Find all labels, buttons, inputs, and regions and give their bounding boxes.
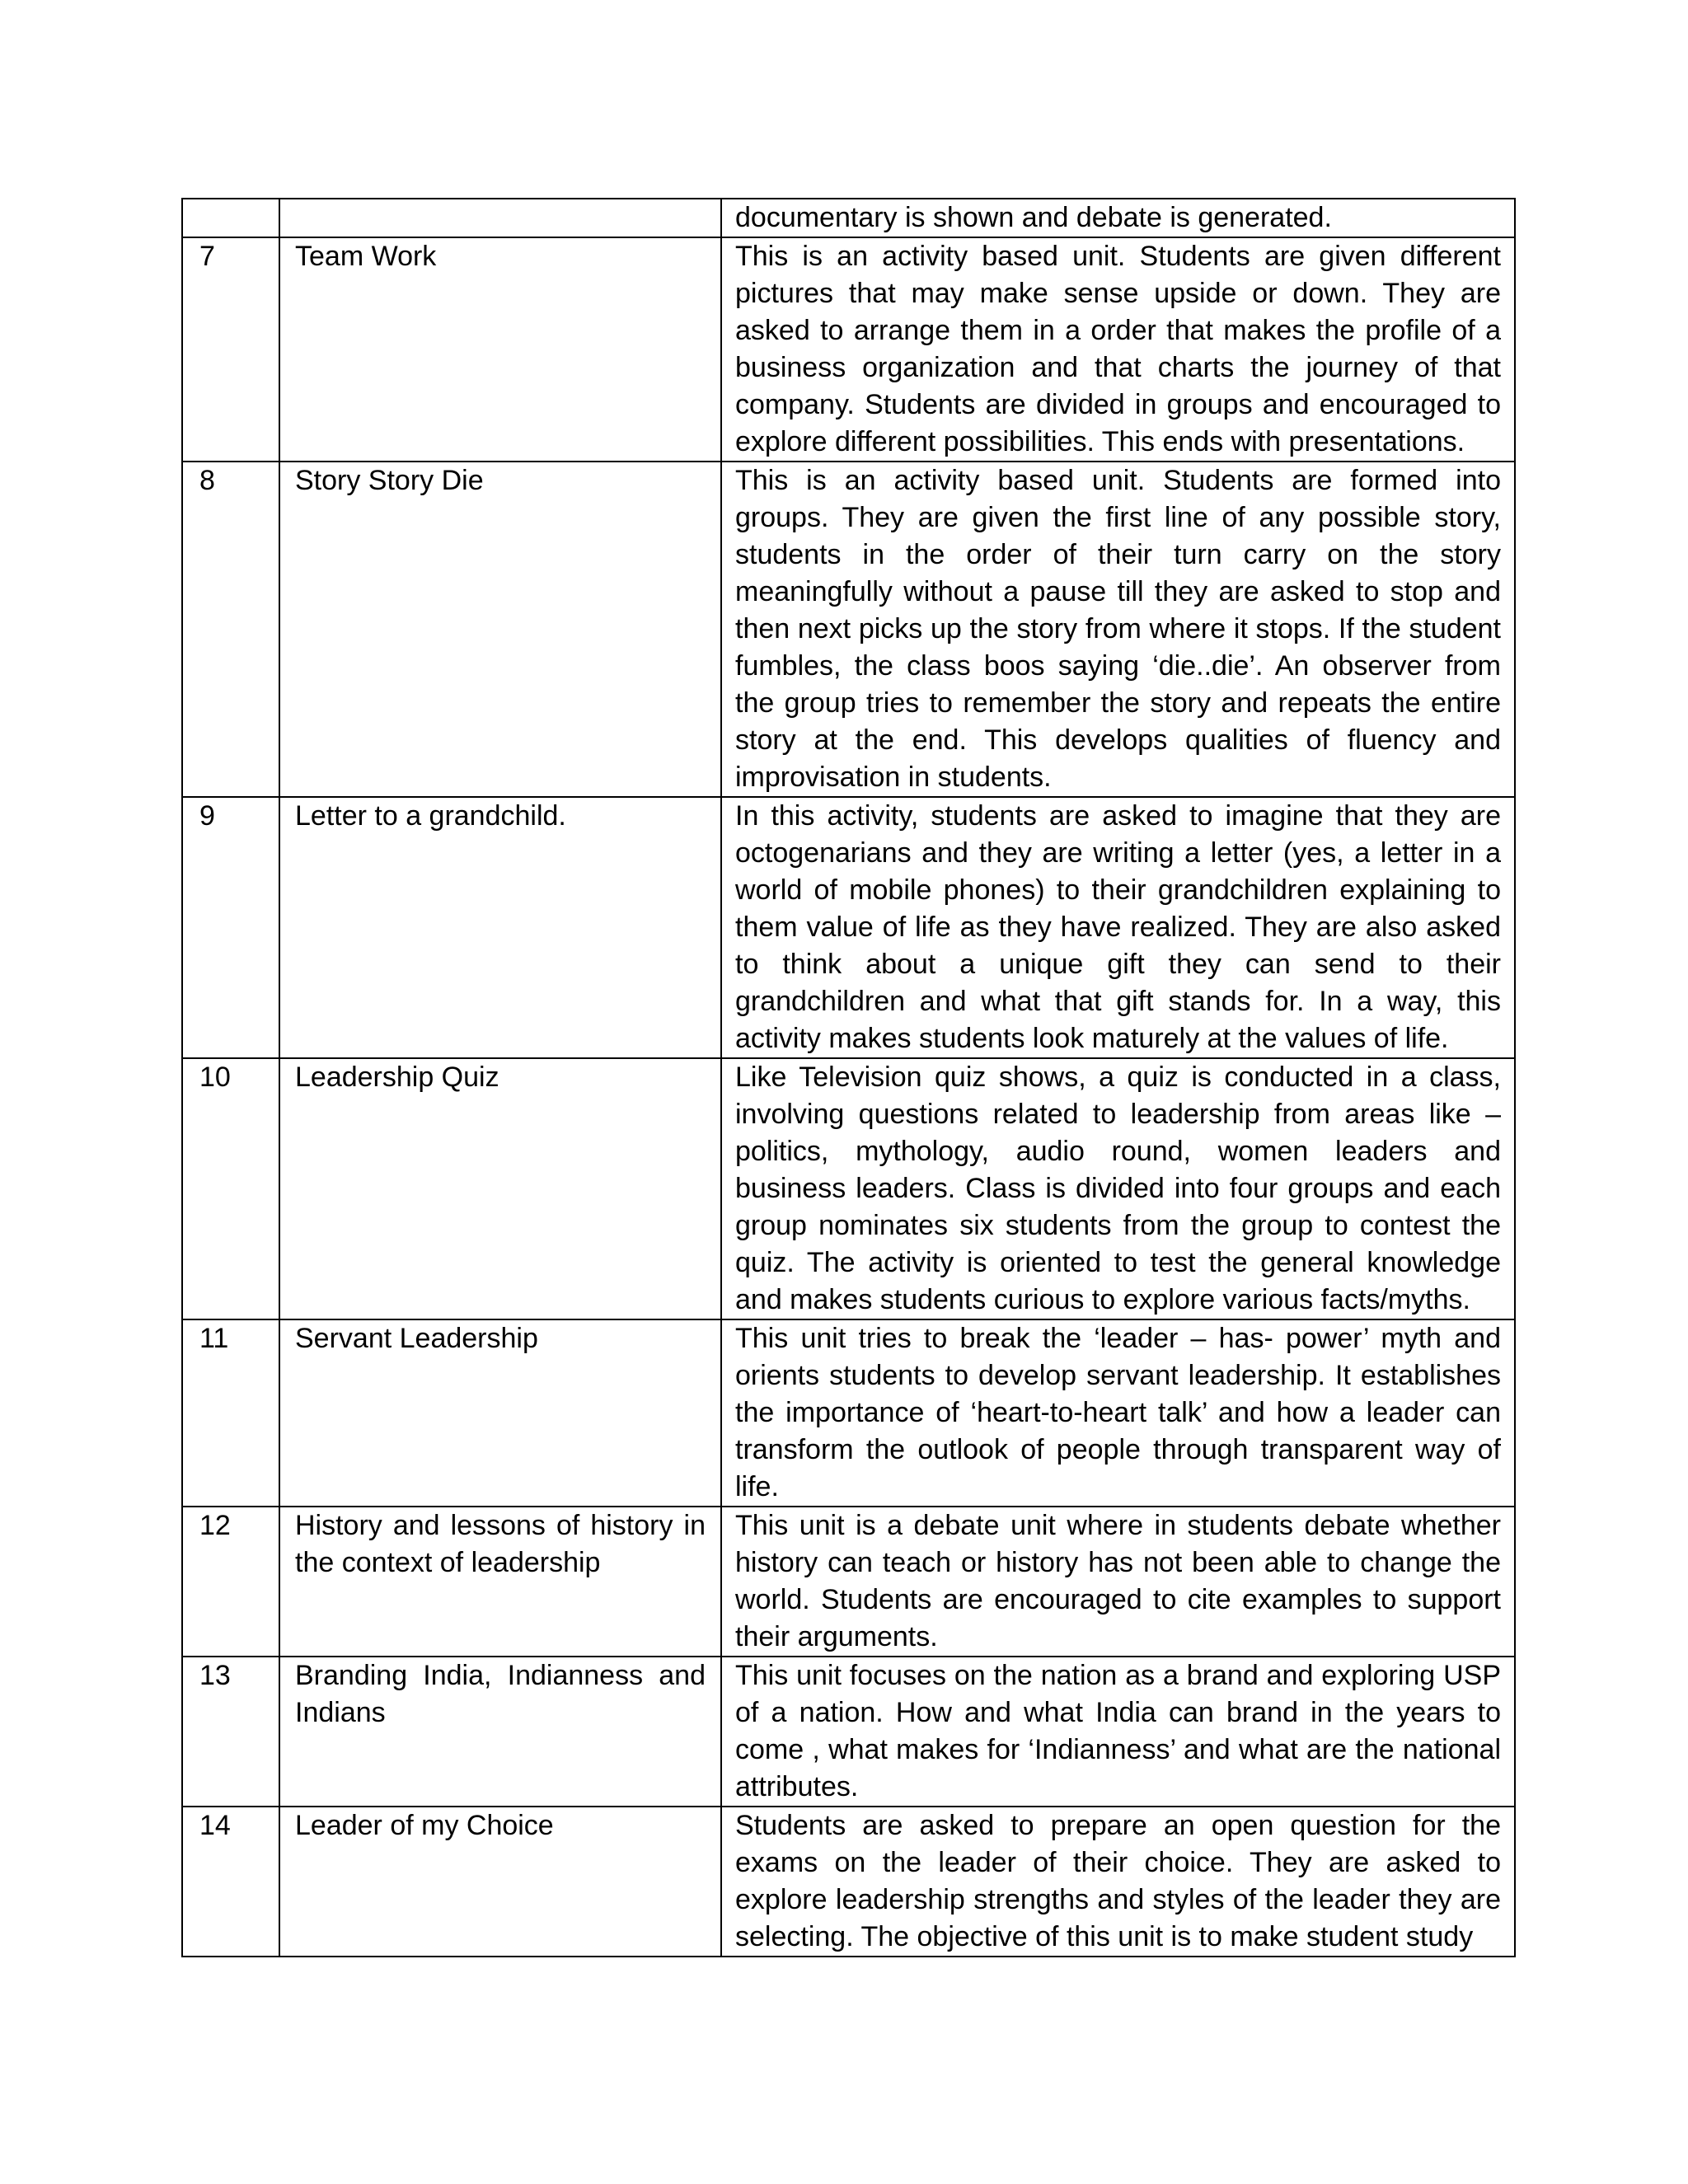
unit-title-cell: Branding India, Indianness and Indians xyxy=(279,1657,721,1807)
unit-description-cell: This unit is a debate unit where in students debate whether history can teach or history has not been able to change the world. Students are encouraged to cite examples to support their arguments. xyxy=(721,1507,1515,1657)
unit-title-cell: Letter to a grandchild. xyxy=(279,797,721,1058)
unit-description-cell: In this activity, students are asked to imagine that they are octogenarians and they are writing a letter (yes, a letter in a world of mobile phones) to their grandchildren explaining to them value of life as they have realized. They are also asked to think about a unique gift they can send to their grandchildren and what that gift stands for. In a way, this activity makes students look maturely at the values of life. xyxy=(721,797,1515,1058)
unit-description-cell: Like Television quiz shows, a quiz is conducted in a class, involving questions related to leadership from areas like – politics, mythology, audio round, women leaders and business leaders. Class is divided into four groups and each group nominates six students from the group to contest the quiz. The activity is oriented to test the general knowledge and makes students curious to explore various facts/myths. xyxy=(721,1058,1515,1319)
unit-number-cell: 14 xyxy=(182,1807,279,1957)
table-row xyxy=(182,1507,1515,1657)
unit-number-cell: 9 xyxy=(182,797,279,1058)
unit-description-cell: documentary is shown and debate is generated. xyxy=(721,199,1515,237)
unit-number-cell: 13 xyxy=(182,1657,279,1807)
unit-description-cell: This unit focuses on the nation as a brand and exploring USP of a nation. How and what India can brand in the years to come , what makes for ‘Indianness’ and what are the national attributes. xyxy=(721,1657,1515,1807)
unit-description-cell: This is an activity based unit. Students are given different pictures that may make sense upside or down. They are asked to arrange them in a order that makes the profile of a business organization and that charts the journey of that company. Students are divided in groups and encouraged to explore different possibilities. This ends with presentations. xyxy=(721,237,1515,462)
unit-title-cell: Leader of my Choice xyxy=(279,1807,721,1957)
table-row xyxy=(182,237,1515,462)
unit-number-cell: 11 xyxy=(182,1319,279,1507)
unit-number-cell: 12 xyxy=(182,1507,279,1657)
unit-description-cell: Students are asked to prepare an open question for the exams on the leader of their choice. They are asked to explore leadership strengths and styles of the leader they are selecting. The objective of this unit is to make student study xyxy=(721,1807,1515,1957)
unit-title-cell xyxy=(279,199,721,237)
unit-number-cell: 7 xyxy=(182,237,279,462)
table-row xyxy=(182,797,1515,1058)
unit-title-cell: History and lessons of history in the context of leadership xyxy=(279,1507,721,1657)
table-row xyxy=(182,1319,1515,1507)
table-row xyxy=(182,1058,1515,1319)
unit-description-cell: This is an activity based unit. Students are formed into groups. They are given the first line of any possible story, students in the order of their turn carry on the story meaningfully without a pause till they are asked to stop and then next picks up the story from where it stops. If the student fumbles, the class boos saying ‘die..die’. An observer from the group tries to remember the story and repeats the entire story at the end. This develops qualities of fluency and improvisation in students. xyxy=(721,462,1515,797)
unit-number-cell xyxy=(182,199,279,237)
course-units-table xyxy=(181,198,1516,1957)
table-row-continuation xyxy=(182,199,1515,237)
unit-title-cell: Leadership Quiz xyxy=(279,1058,721,1319)
table-row xyxy=(182,1807,1515,1957)
unit-title-cell: Team Work xyxy=(279,237,721,462)
unit-description-cell: This unit tries to break the ‘leader – has- power’ myth and orients students to develop servant leadership. It establishes the importance of ‘heart-to-heart talk’ and how a leader can transform the outlook of people through transparent way of life. xyxy=(721,1319,1515,1507)
unit-title-cell: Servant Leadership xyxy=(279,1319,721,1507)
unit-number-cell: 10 xyxy=(182,1058,279,1319)
unit-title-cell: Story Story Die xyxy=(279,462,721,797)
table-row xyxy=(182,1657,1515,1807)
table-row xyxy=(182,462,1515,797)
unit-number-cell: 8 xyxy=(182,462,279,797)
